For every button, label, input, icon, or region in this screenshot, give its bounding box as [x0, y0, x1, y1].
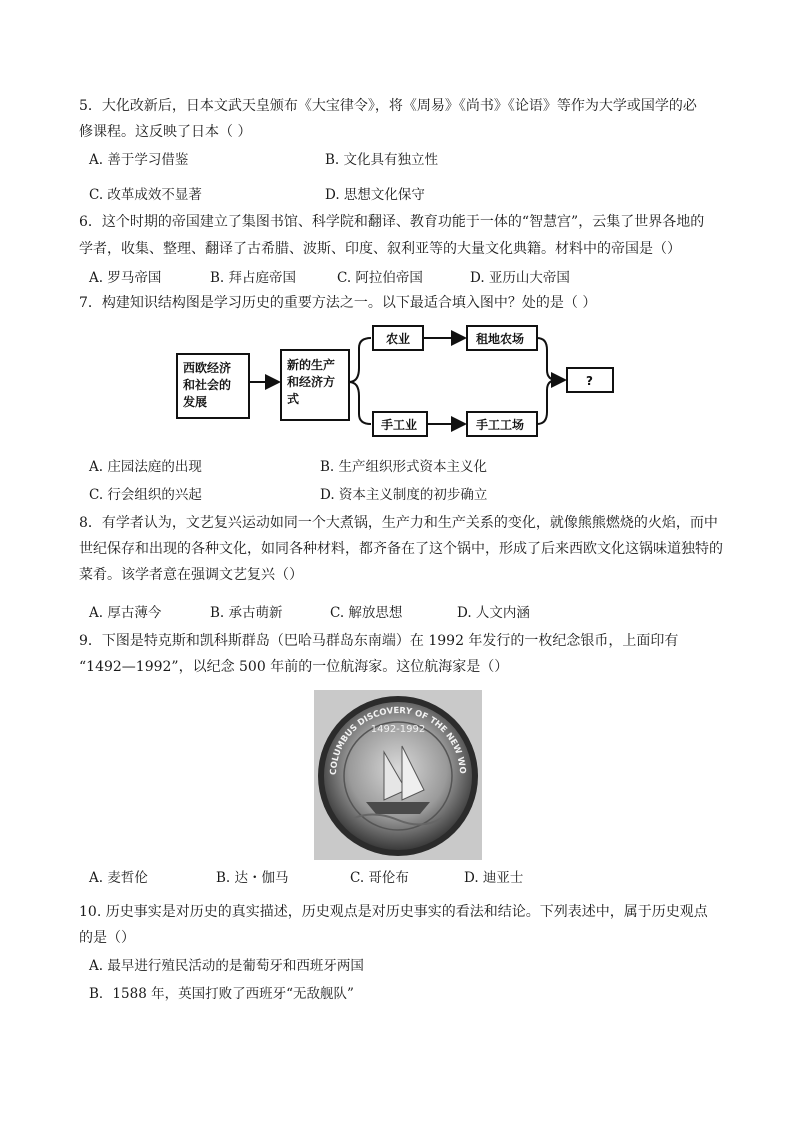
- q10-stem-line2: 的是（）: [79, 930, 135, 946]
- diagram-box2-line2: 和经济方: [287, 375, 336, 389]
- q8-option-b: B. 承古萌新: [210, 605, 283, 621]
- coin-rim-text: COLUMBUS DISCOVERY OF THE NEW WO: [328, 705, 468, 776]
- q5-option-c: C. 改革成效不显著: [89, 187, 202, 203]
- q6-option-b: B. 拜占庭帝国: [210, 270, 297, 286]
- q8-option-c: C. 解放思想: [330, 605, 403, 621]
- diagram-box2-line1: 新的生产: [287, 358, 336, 372]
- commemorative-coin-image: [314, 690, 482, 860]
- q7-stem-line1: 7．构建知识结构图是学习历史的重要方法之一。以下最适合填入图中？处的是（ ）: [79, 295, 597, 311]
- q5-stem-line2: 修课程。这反映了日本（ ）: [79, 124, 252, 140]
- diagram-unknown-label: ?: [586, 374, 593, 388]
- q8-option-d: D. 人文内涵: [457, 605, 530, 621]
- q5-stem-line1: 5．大化改新后，日本文武天皇颁布《大宝律令》，将《周易》《尚书》《论语》等作为大学或国学的必: [79, 98, 697, 114]
- q7-option-b: B. 生产组织形式资本主义化: [320, 459, 488, 475]
- q5-option-d: D. 思想文化保守: [325, 187, 425, 203]
- q10-option-b: B．1588 年，英国打败了西班牙“无敌舰队”: [89, 986, 354, 1002]
- q9-stem-line1: 9．下图是特克斯和凯科斯群岛（巴哈马群岛东南端）在 1992 年发行的一枚纪念银币，上面印有: [79, 633, 679, 649]
- diagram-branch-upper: [349, 338, 371, 382]
- q8-option-a: A. 厚古薄今: [89, 605, 162, 621]
- coin-svg: [314, 690, 482, 860]
- q6-option-c: C. 阿拉伯帝国: [337, 270, 423, 286]
- diagram-merge-lower: [537, 380, 557, 424]
- q8-stem-line3: 菜肴。该学者意在强调文艺复兴（）: [79, 567, 303, 583]
- q8-stem-line2: 世纪保存和出现的各种文化，如同各种材料，都齐备在了这个锅中，形成了后来西欧文化这锅味道独特的: [79, 541, 723, 557]
- diagram-agriculture-label: 农业: [386, 332, 411, 346]
- q7-option-c: C. 行会组织的兴起: [89, 487, 202, 503]
- diagram-box1-line1: 西欧经济: [183, 361, 232, 375]
- q6-option-a: A. 罗马帝国: [89, 270, 162, 286]
- q7-option-d: D. 资本主义制度的初步确立: [320, 487, 488, 503]
- coin-ship-hull: [366, 802, 430, 814]
- q7-option-a: A. 庄园法庭的出现: [89, 459, 202, 475]
- diagram-workshop-label: 手工工场: [476, 418, 525, 432]
- diagram-tenant-farm-label: 租地农场: [476, 332, 525, 346]
- diagram-merge-upper: [537, 338, 557, 380]
- diagram-box1-line3: 发展: [183, 395, 208, 409]
- q8-stem-line1: 8．有学者认为，文艺复兴运动如同一个大煮锅，生产力和生产关系的变化，就像熊熊燃烧的火焰，而中: [79, 515, 718, 531]
- q5-option-b: B. 文化具有独立性: [325, 152, 439, 168]
- diagram-box2-line3: 式: [287, 392, 300, 406]
- q6-stem-line2: 学者，收集、整理、翻译了古希腊、波斯、印度、叙利亚等的大量文化典籍。材料中的帝国是（）: [79, 241, 681, 257]
- q9-option-d: D. 迪亚士: [464, 870, 524, 886]
- knowledge-structure-diagram: [175, 318, 615, 440]
- q10-stem-line1: 10. 历史事实是对历史的真实描述，历史观点是对历史事实的看法和结论。下列表述中，属于历史观点: [79, 904, 708, 920]
- q6-option-d: D. 亚历山大帝国: [470, 270, 570, 286]
- diagram-svg: [175, 318, 615, 440]
- q9-stem-line2: “1492—1992”，以纪念 500 年前的一位航海家。这位航海家是（）: [79, 659, 509, 675]
- q9-option-b: B. 达・伽马: [216, 870, 289, 886]
- coin-years: 1492-1992: [370, 724, 426, 735]
- q9-option-c: C. 哥伦布: [350, 870, 409, 886]
- diagram-handicraft-label: 手工业: [381, 418, 418, 432]
- q6-stem-line1: 6．这个时期的帝国建立了集图书馆、科学院和翻译、教育功能于一体的“智慧宫”，云集了世界各地的: [79, 214, 705, 230]
- q10-option-a: A. 最早进行殖民活动的是葡萄牙和西班牙两国: [89, 958, 364, 974]
- q9-option-a: A. 麦哲伦: [89, 870, 148, 886]
- diagram-box1-line2: 和社会的: [183, 378, 232, 392]
- q5-option-a: A. 善于学习借鉴: [89, 152, 189, 168]
- diagram-branch-lower: [349, 382, 371, 424]
